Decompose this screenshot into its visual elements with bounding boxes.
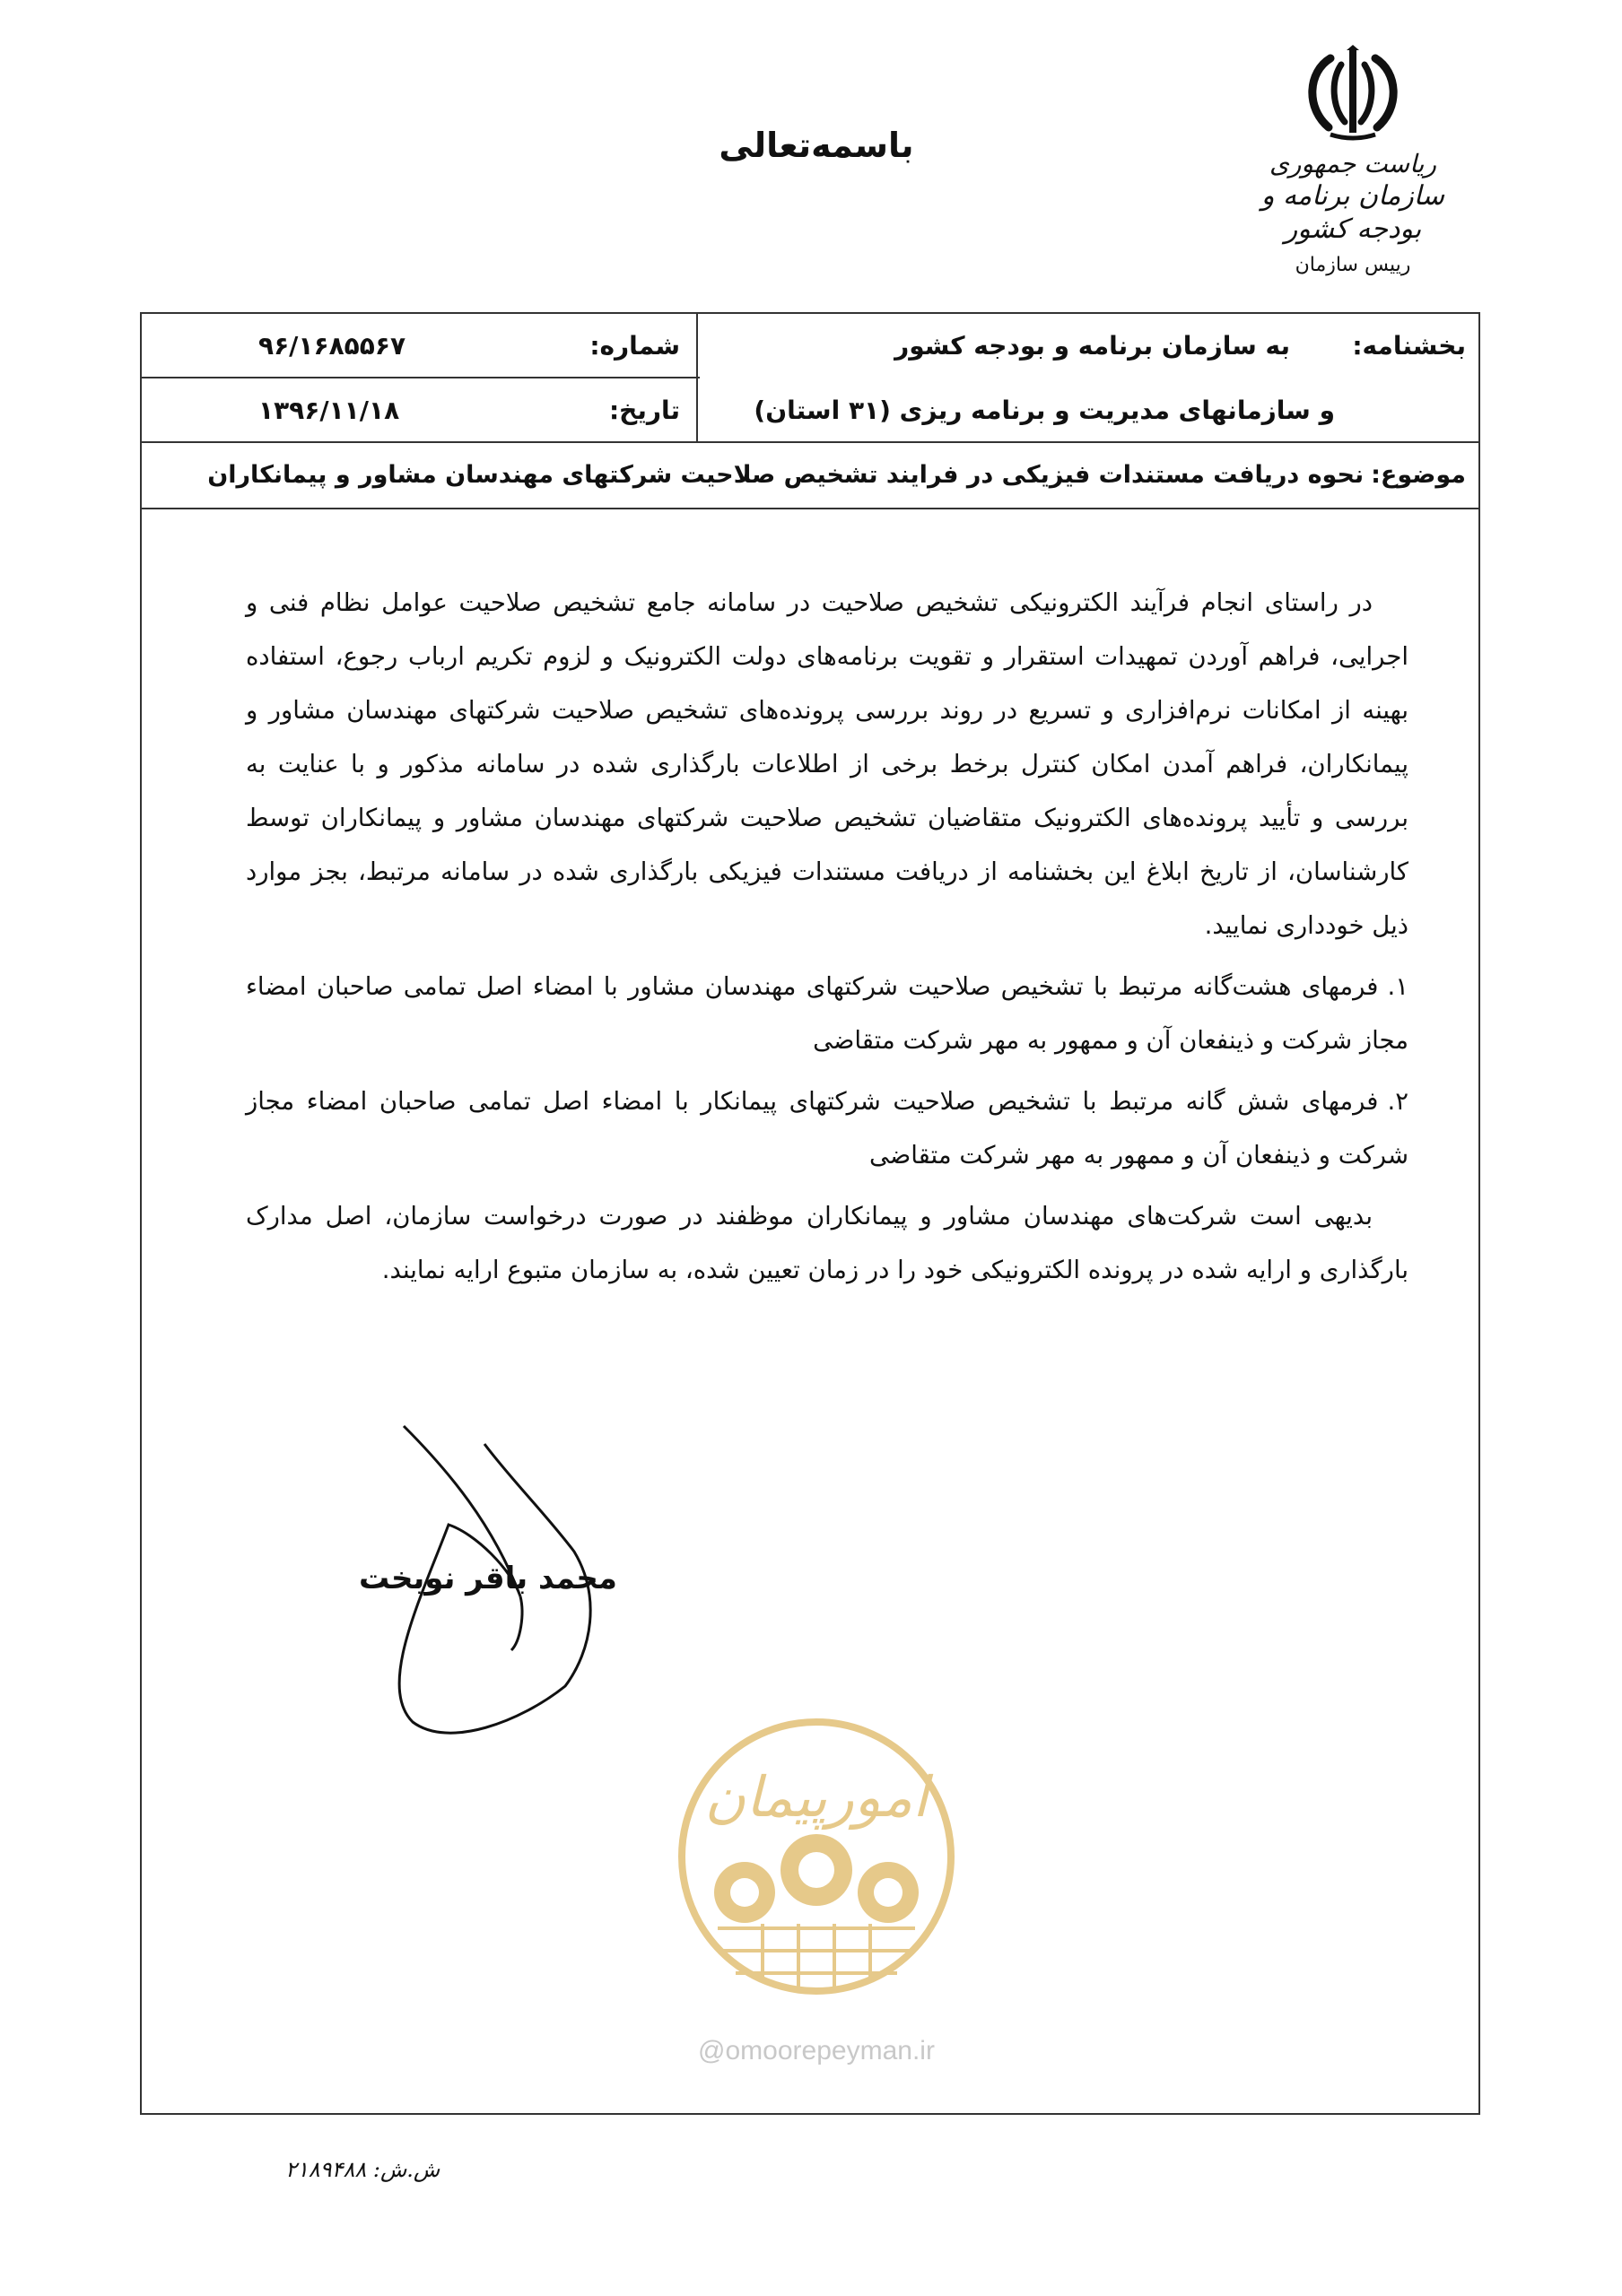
- watermark-url: @omoorepeyman.ir: [698, 2036, 935, 2066]
- date-value: ۱۳۹۶/۱۱/۱۸: [258, 395, 400, 425]
- number-value: ۹۶/۱۶۸۵۵۶۷: [258, 330, 406, 361]
- date-label: تاریخ:: [608, 395, 680, 425]
- list-item-2: [246, 1074, 1408, 1182]
- watermark-logo-icon: [664, 1713, 969, 2009]
- serial-number: ش.ش: ۲۱۸۹۴۸۸: [285, 2157, 440, 2182]
- subject-row: [142, 441, 1478, 509]
- list-item-1: [246, 960, 1408, 1067]
- head-title: رییس سازمان: [1295, 253, 1411, 276]
- letter-body: [246, 576, 1408, 1304]
- bismillah-heading: باسمه‌تعالی: [719, 126, 914, 165]
- list-item-2-text: فرمهای شش گانه مرتبط با تشخیص صلاحیت شرکتهای پیمانکار با امضاء اصل تمامی صاحبان امضاء مجاز شرکت و ذینفعان آن و ممهور به مهر شرکت متقاضی: [246, 1087, 1408, 1170]
- letterhead: [1236, 45, 1469, 276]
- list-item-2-number: ۲.: [1387, 1087, 1408, 1116]
- list-item-1-text: فرمهای هشت‌گانه مرتبط با تشخیص صلاحیت شرکتهای مهندسان مشاور با امضاء اصل تمامی صاحبان امضاء مجاز شرکت و ذینفعان آن و ممهور به مهر شرکت متقاضی: [246, 972, 1408, 1055]
- iran-emblem-icon: [1295, 45, 1411, 144]
- presidency-text: ریاست جمهوری: [1269, 149, 1436, 178]
- signer-name: محمد باقر نوبخت: [359, 1561, 617, 1596]
- meta-table: [142, 314, 1478, 443]
- recipient-cell: [696, 314, 1478, 441]
- list-item-1-number: ۱.: [1387, 972, 1408, 1001]
- body-intro-paragraph: در راستای انجام فرآیند الکترونیکی تشخیص صلاحیت در سامانه جامع تشخیص صلاحیت عوامل نظام فنی و اجرایی، فراهم آوردن تمهیدات استقرار و تقویت برنامه‌های دولت الکترونیک و لزوم تکریم ارباب رجوع، استفاده بهینه از امکانات نرم‌افزاری و تسریع در روند بررسی پرونده‌های تشخیص صلاحیت شرکتهای مهندسان مشاور و پیمانکاران، فراهم آمدن امکان کنترل برخط برخی از اطلاعات بارگذاری شده در سامانه مذکور و با عنایت به بررسی و تأیید پرونده‌های الکترونیک متقاضیان تشخیص صلاحیت شرکتهای مهندسان مشاور و پیمانکاران توسط کارشناسان، از تاریخ ابلاغ این بخشنامه از دریافت مستندات فیزیکی بارگذاری شده در سامانه مرتبط، بجز موارد ذیل خودداری نمایید.: [246, 588, 1408, 940]
- watermark-brand: امورپیمان: [704, 1764, 929, 1830]
- organization-name: سازمان برنامه و بودجه کشور: [1260, 179, 1445, 246]
- body-closing-paragraph: بدیهی است شرکت‌های مهندسان مشاور و پیمانکاران موظفند در صورت درخواست سازمان، اصل مدارک بارگذاری و ارایه شده در پرونده الکترونیکی خود را در زمان تعیین شده، به سازمان متبوع ارایه نمایند.: [246, 1202, 1408, 1284]
- recipient-line-2: و سازمانهای مدیریت و برنامه ریزی (۳۱ استان): [754, 395, 1335, 425]
- subject-text: نحوه دریافت مستندات فیزیکی در فرایند تشخیص صلاحیت شرکتهای مهندسان مشاور و پیمانکاران: [207, 460, 1365, 489]
- number-label: شماره:: [589, 330, 680, 361]
- date-row: [142, 378, 700, 441]
- number-row: [142, 314, 700, 378]
- recipient-line-1: به سازمان برنامه و بودجه کشور: [894, 330, 1290, 361]
- recipient-label: بخشنامه:: [1352, 330, 1466, 361]
- reference-cell: [142, 314, 700, 441]
- subject-label: موضوع:: [1371, 460, 1466, 489]
